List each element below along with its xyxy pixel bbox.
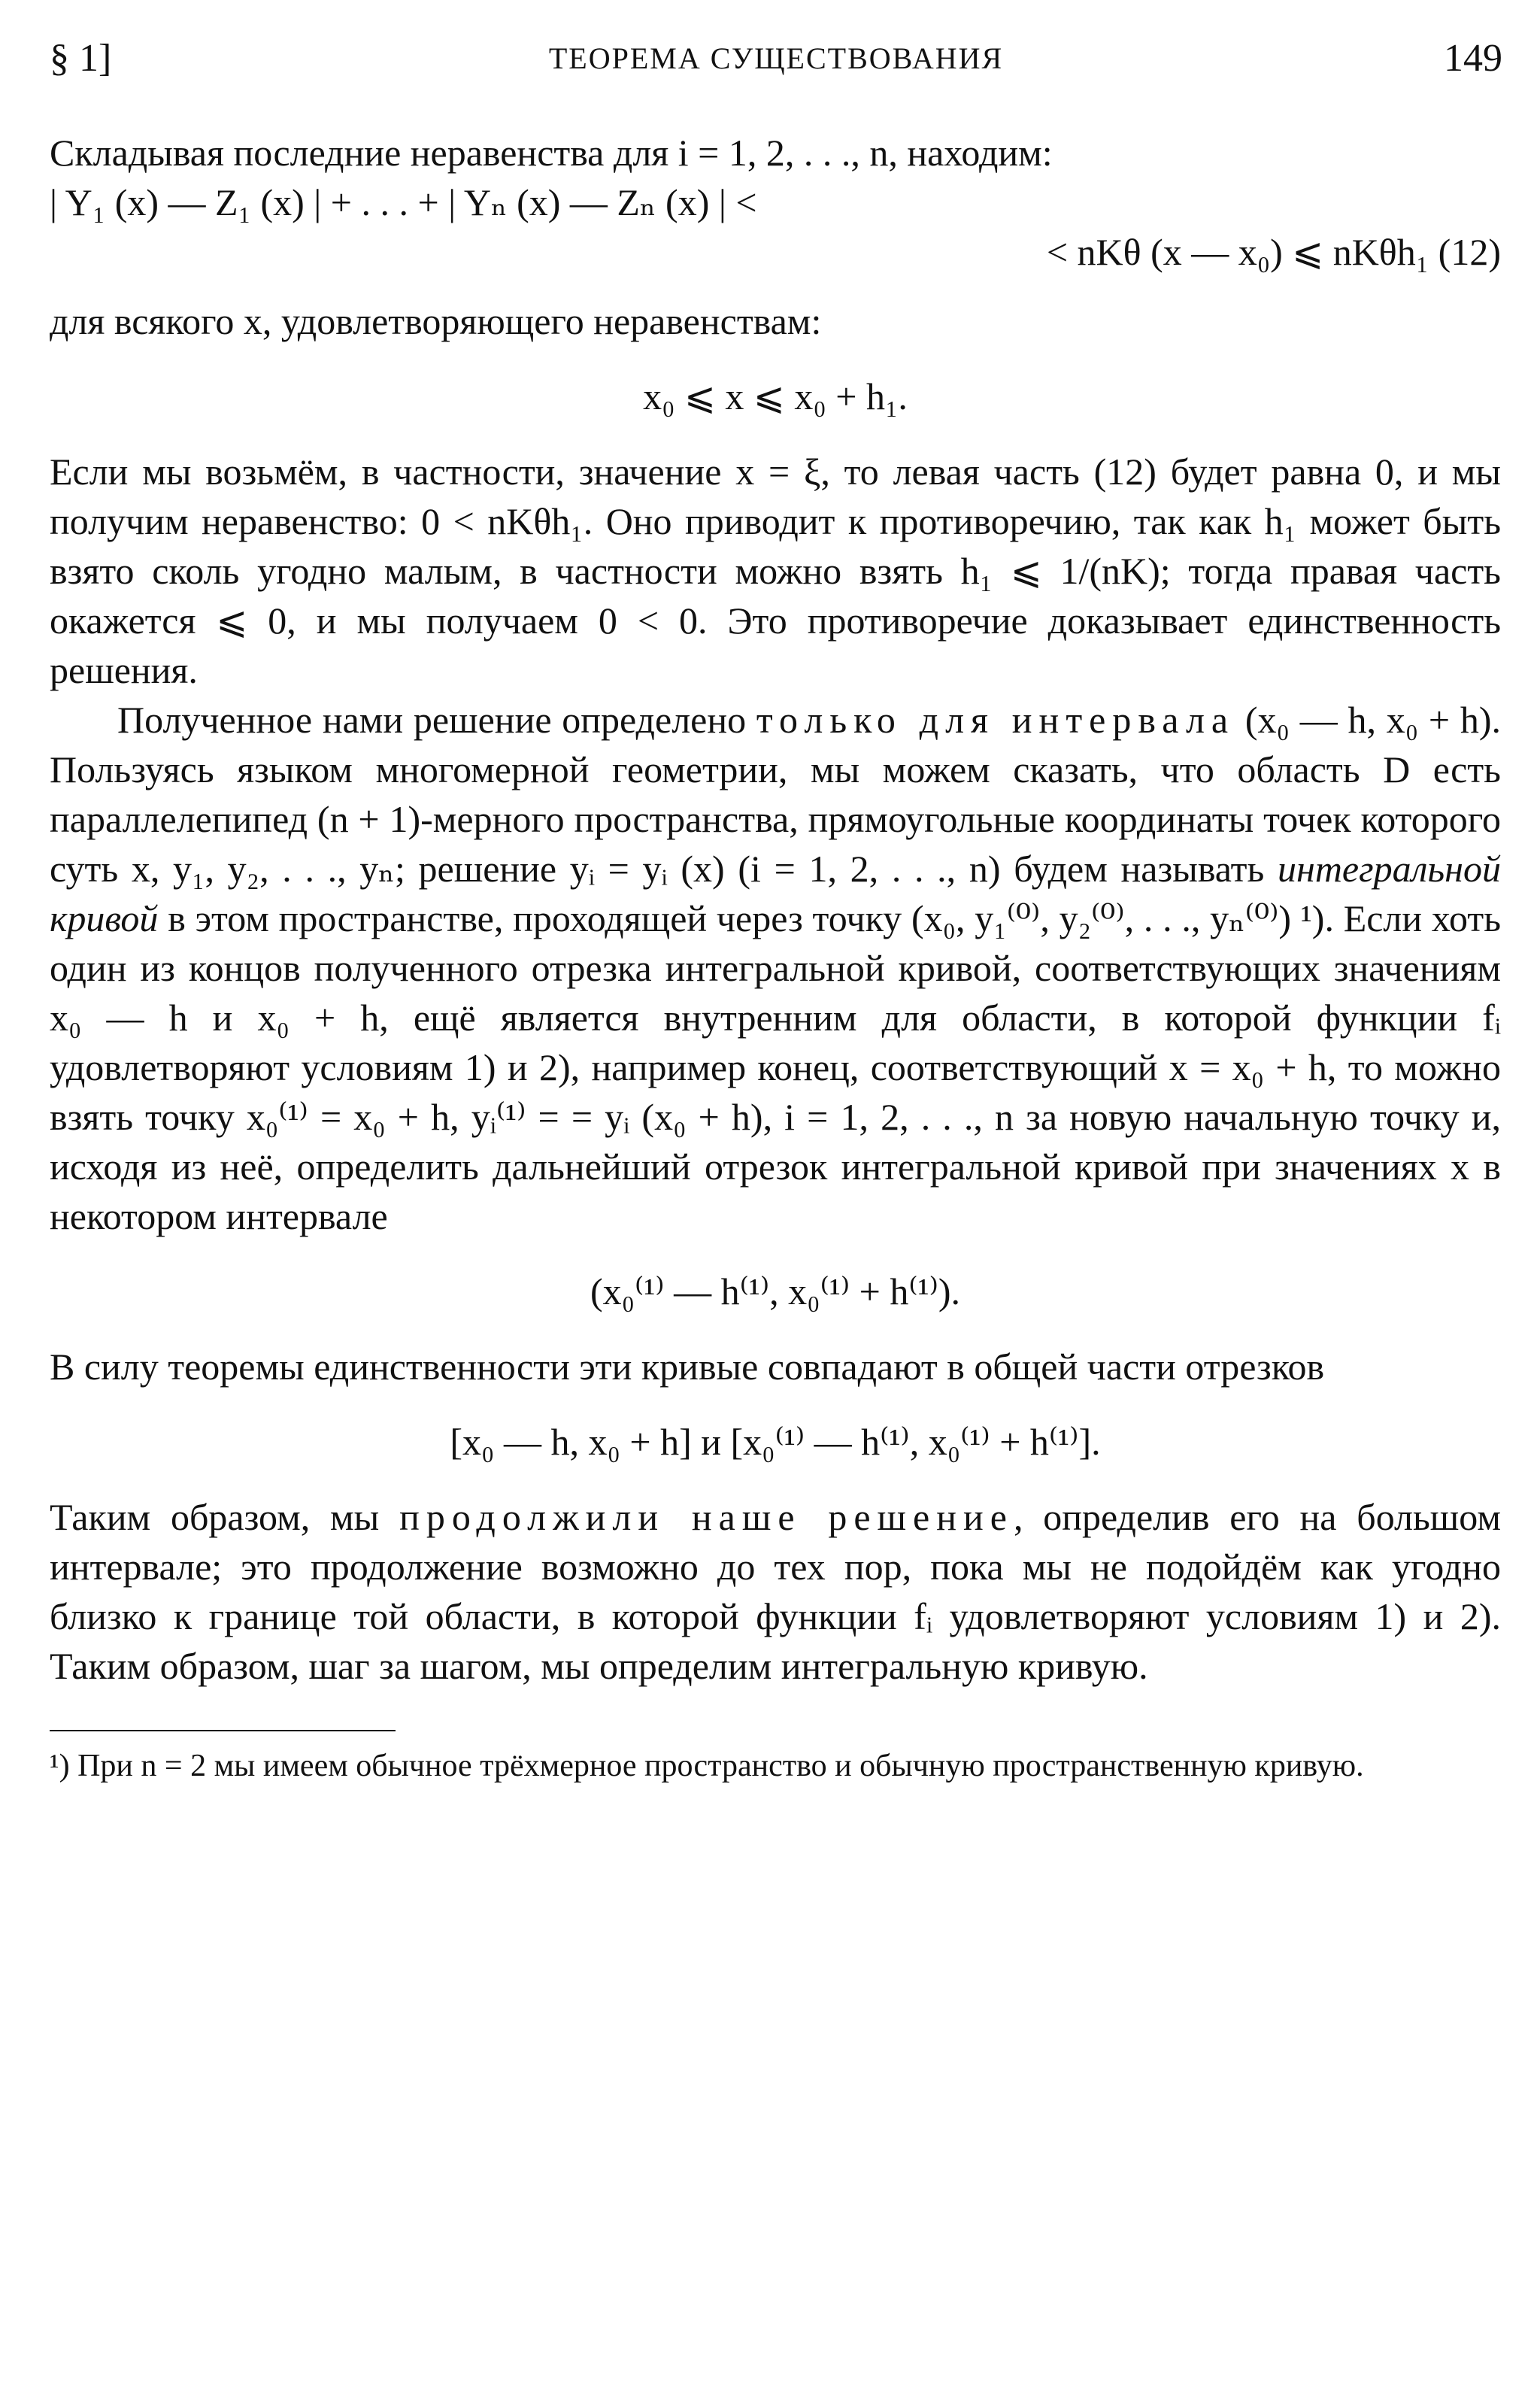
equation-interval: x₀ ⩽ x ⩽ x₀ + h₁. xyxy=(643,375,908,417)
paragraph-5: В силу теоремы единственности эти кривые совпадают в общей части отрезков xyxy=(50,1346,1325,1388)
paragraph-6 xyxy=(50,1492,1501,1691)
equation-12-line-2: < nKθ (x — x₀) ⩽ nKθh₁ (12) xyxy=(1046,231,1501,273)
running-title: ТЕОРЕМА СУЩЕСТВОВАНИЯ xyxy=(548,41,1004,75)
paragraph-4-part-a: Полученное нами решение определено xyxy=(117,699,756,741)
page-number: 149 xyxy=(1444,37,1502,80)
paragraph-6-part-b: , определив его на большом интервале; это продолжение возможно до тех пор, пока мы не подойдём как угодно близко к границе той области, в которой функции fᵢ удовлетворяют условиям 1) и 2). Таким образом, шаг за шагом, мы определим интегральную кривую. xyxy=(50,1496,1501,1687)
footnote: ¹) При n = 2 мы имеем обычное трёхмерное пространство и обычную пространственную кривую. xyxy=(50,1749,1364,1783)
paragraph-3: Если мы возьмём, в частности, значение x = ξ, то левая часть (12) будет равна 0, и мы получим неравенство: 0 < nKθh₁. Оно приводит к противоречию, так как h₁ может быть взято сколь угодно малым, в частности можно взять h₁ ⩽ 1/(nK); тогда правая часть окажется ⩽ 0, и мы получаем 0 < 0. Это противоречие доказывает единственность решения. xyxy=(50,451,1501,691)
footnote-rule xyxy=(50,1730,396,1731)
equation-new-interval: (x₀⁽¹⁾ — h⁽¹⁾, x₀⁽¹⁾ + h⁽¹⁾). xyxy=(590,1270,961,1312)
equation-segments: [x₀ — h, x₀ + h] и [x₀⁽¹⁾ — h⁽¹⁾, x₀⁽¹⁾ + h⁽¹⁾]. xyxy=(450,1421,1101,1463)
paragraph-1: Складывая последние неравенства для i = 1, 2, . . ., n, находим: xyxy=(50,132,1053,174)
paragraph-6-spaced-emphasis: продолжили наше решение xyxy=(399,1496,1014,1538)
paragraph-4-part-c: в этом пространстве, проходящей через точку (x₀, y₁⁽⁰⁾, y₂⁽⁰⁾, . . ., yₙ⁽⁰⁾) ¹). Если хоть один из концов полученного отрезка интегральной кривой, соответствующих значениям x₀ — h и x₀ + h, ещё является внутренним для области, в которой функции fᵢ удовлетворяют условиям 1) и 2), например конец, соответствующий x = x₀ + h, то можно взять точку x₀⁽¹⁾ = x₀ + h, yᵢ⁽¹⁾ = = yᵢ (x₀ + h), i = 1, 2, . . ., n за новую начальную точку и, исходя из неё, определить дальнейший отрезок интегральной кривой при значениях x в некотором интервале xyxy=(50,897,1501,1237)
paragraph-6-part-a: Таким образом, мы xyxy=(50,1496,400,1538)
section-marker: § 1] xyxy=(50,37,112,80)
paragraph-4-part-b: (x₀ — h, x₀ + h). Пользуясь языком многомерной геометрии, мы можем сказать, что область D есть параллелепипед (n + 1)-мерного пространства, прямоугольные координаты точек которого суть x, y₁, y₂, . . ., yₙ; решение yᵢ = yᵢ (x) (i = 1, 2, . . ., n) будем называть xyxy=(50,699,1501,890)
equation-12-line-1: | Y₁ (x) — Z₁ (x) | + . . . + | Yₙ (x) — Zₙ (x) | < xyxy=(50,181,757,223)
page-body xyxy=(50,128,1501,1787)
paragraph-4 xyxy=(50,695,1501,1241)
paragraph-2: для всякого x, удовлетворяющего неравенствам: xyxy=(50,300,822,342)
page-header xyxy=(50,36,1502,89)
paragraph-4-spaced-emphasis: только для интервала xyxy=(756,699,1235,741)
paragraph-4-italic-term: интегральной кривой xyxy=(50,848,1501,939)
